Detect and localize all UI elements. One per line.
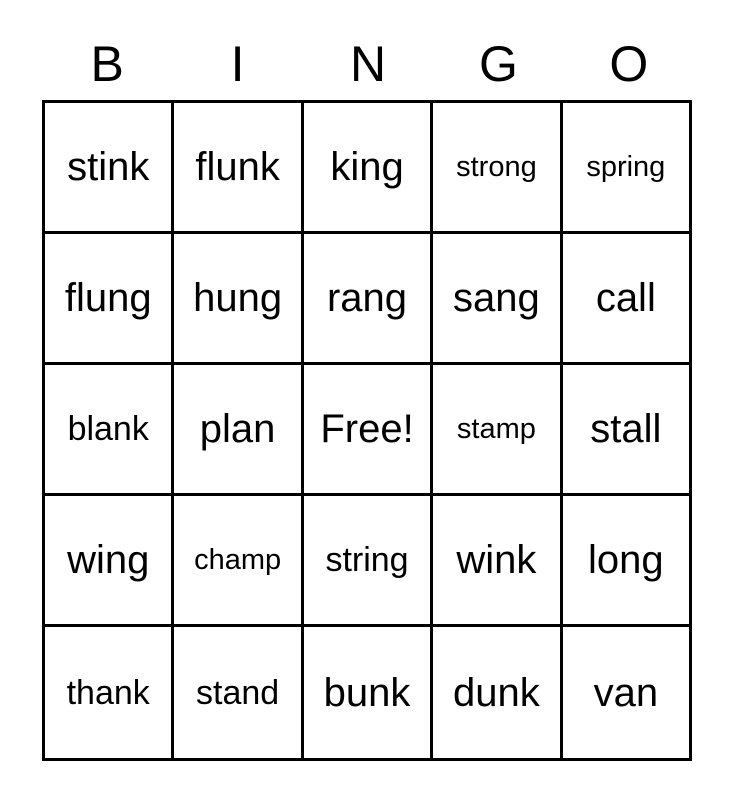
bingo-cell-label: dunk	[453, 670, 540, 715]
bingo-cell-label: strong	[456, 150, 537, 183]
bingo-cell-label: Free!	[320, 407, 414, 451]
bingo-cell[interactable]	[433, 234, 562, 365]
bingo-cell-free[interactable]	[304, 365, 433, 496]
bingo-cell[interactable]	[433, 627, 562, 758]
bingo-cell[interactable]	[45, 234, 174, 365]
bingo-cell-label: rang	[326, 276, 408, 320]
bingo-cell[interactable]	[433, 365, 562, 496]
bingo-cell-label: stall	[590, 407, 662, 451]
bingo-cell-label: spring	[586, 150, 666, 183]
bingo-cell[interactable]	[45, 496, 174, 627]
bingo-cell-label: long	[588, 538, 664, 582]
bingo-cell-label: wink	[456, 538, 537, 582]
bingo-cell-label: sang	[453, 276, 540, 320]
bingo-cell[interactable]	[433, 496, 562, 627]
bingo-cell[interactable]	[304, 234, 433, 365]
bingo-header-letter-o: O	[609, 36, 649, 92]
bingo-row	[45, 234, 689, 365]
bingo-card	[42, 28, 694, 761]
bingo-header-letter-g: G	[478, 36, 518, 92]
bingo-cell[interactable]	[433, 103, 562, 234]
bingo-cell-label: flunk	[195, 145, 280, 189]
bingo-cell-label: bunk	[323, 670, 411, 715]
bingo-cell[interactable]	[304, 103, 433, 234]
bingo-cell[interactable]	[563, 496, 689, 627]
bingo-cell[interactable]	[45, 627, 174, 758]
bingo-header-letter-i: I	[230, 36, 245, 92]
bingo-cell-label: string	[325, 541, 409, 579]
bingo-cell[interactable]	[563, 365, 689, 496]
bingo-cell[interactable]	[563, 627, 689, 758]
bingo-cell[interactable]	[174, 234, 303, 365]
bingo-cell-label: flung	[64, 276, 152, 320]
bingo-header-letter-b: B	[90, 36, 124, 92]
bingo-cell-label: call	[595, 276, 656, 320]
bingo-cell-label: wing	[67, 538, 150, 582]
bingo-cell-label: stamp	[456, 412, 536, 445]
bingo-cell[interactable]	[304, 627, 433, 758]
bingo-cell-label: plan	[199, 407, 276, 451]
bingo-cell-label: stink	[67, 145, 150, 189]
bingo-cell-label: king	[330, 145, 404, 189]
bingo-cell[interactable]	[174, 627, 303, 758]
bingo-row	[45, 103, 689, 234]
bingo-cell-label: hung	[193, 276, 283, 320]
bingo-cell-label: blank	[67, 410, 149, 448]
bingo-cell[interactable]	[174, 496, 303, 627]
bingo-grid	[42, 100, 692, 761]
bingo-header-row	[42, 28, 694, 100]
bingo-cell[interactable]	[563, 234, 689, 365]
bingo-row	[45, 496, 689, 627]
bingo-cell[interactable]	[45, 365, 174, 496]
bingo-cell-label: thank	[66, 673, 150, 712]
bingo-row	[45, 627, 689, 758]
bingo-cell-label: stand	[196, 673, 280, 712]
bingo-cell[interactable]	[304, 496, 433, 627]
bingo-cell-label: champ	[194, 543, 282, 576]
bingo-cell[interactable]	[174, 103, 303, 234]
bingo-cell[interactable]	[45, 103, 174, 234]
bingo-cell[interactable]	[563, 103, 689, 234]
bingo-header-letter-n: N	[349, 36, 387, 92]
bingo-cell-label: van	[593, 670, 659, 715]
bingo-cell[interactable]	[174, 365, 303, 496]
bingo-row	[45, 365, 689, 496]
